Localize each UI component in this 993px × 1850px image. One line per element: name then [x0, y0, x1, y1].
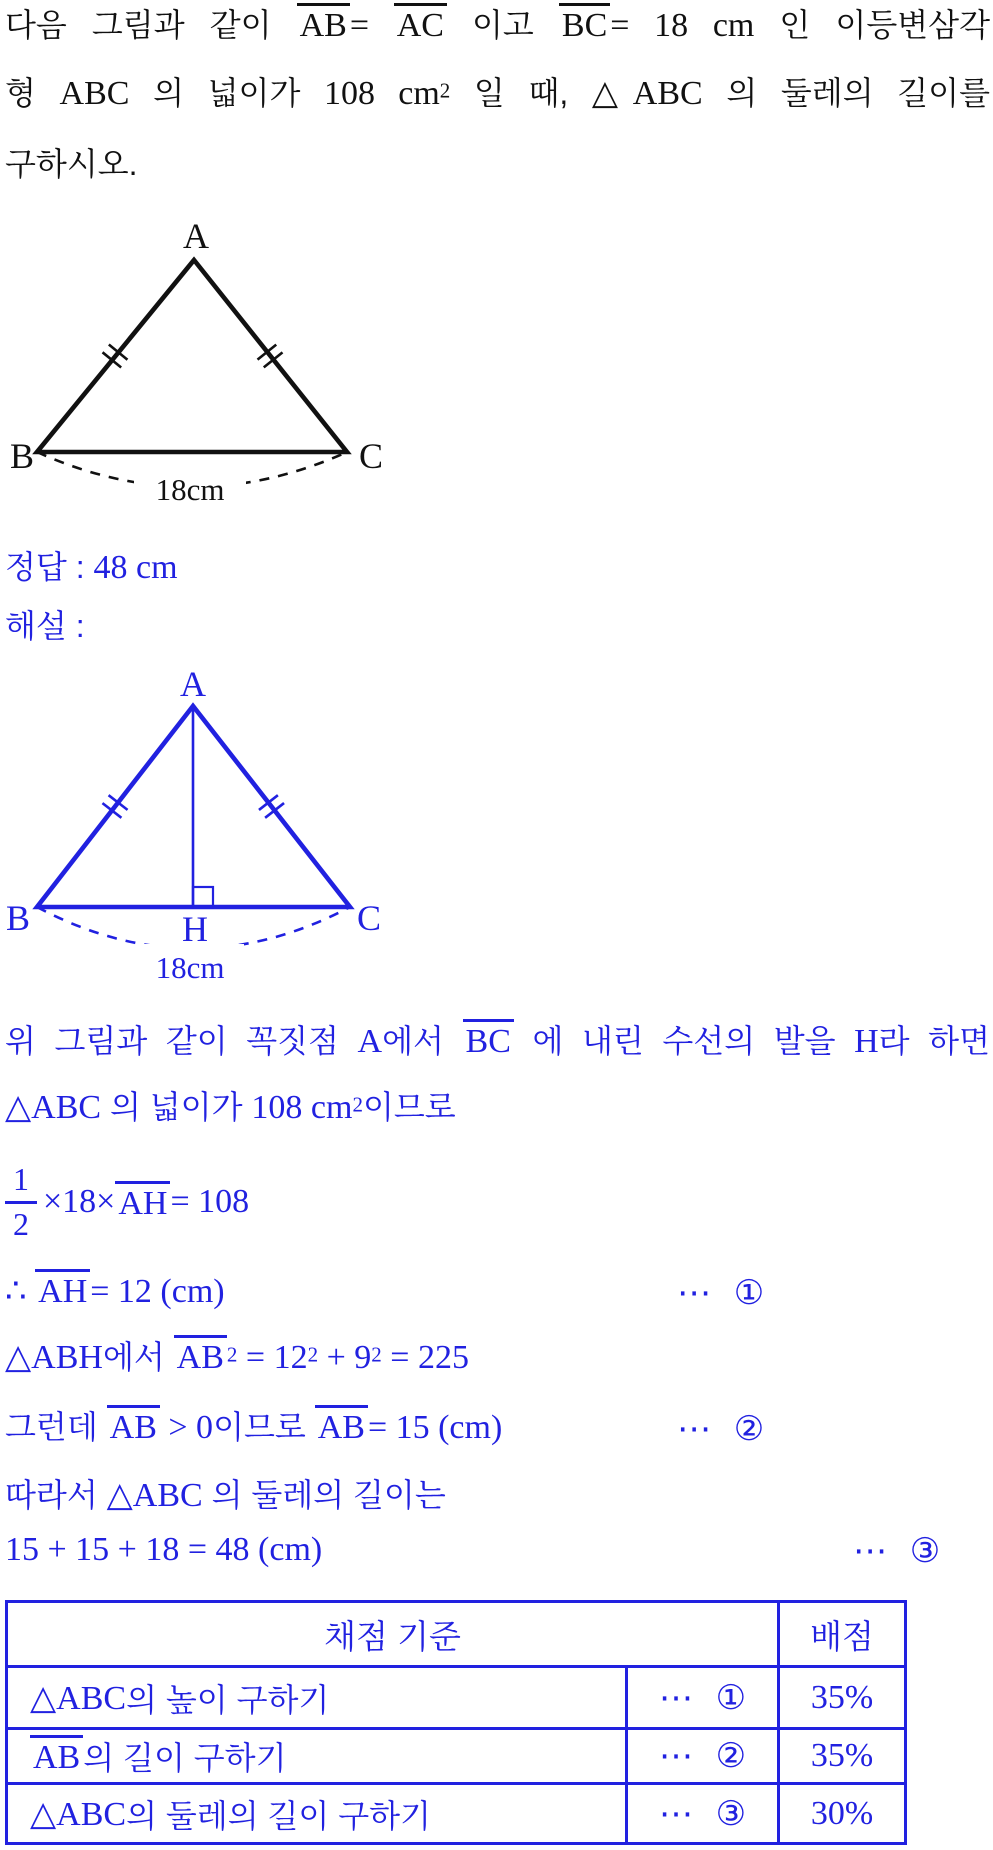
text-segment: 다음 그림과 같이	[5, 7, 297, 43]
solution-line-8	[5, 1526, 990, 1574]
right-angle-mark	[193, 887, 213, 907]
text-segment: 15 + 15 + 18 = 48 (cm)	[5, 1531, 323, 1568]
solution-line-4-content	[5, 1273, 225, 1310]
text-segment: 의 둘레의 길이는	[202, 1477, 446, 1513]
overlined-segment: AC	[394, 3, 447, 45]
text-segment: ABC	[59, 75, 130, 112]
text-segment: 108 cm	[251, 1089, 353, 1126]
table-row-3-marker	[625, 1782, 777, 1842]
solution-line-6-content	[5, 1409, 503, 1446]
solution-line-2	[5, 1084, 456, 1132]
text-segment: 일 때,	[450, 75, 592, 111]
overlined-segment: BC	[463, 1019, 514, 1061]
text-segment: 108 cm	[324, 75, 440, 112]
triangle-outline	[37, 260, 347, 452]
text-segment: △ABH	[5, 1339, 103, 1376]
text-segment: 따라서	[5, 1477, 107, 1513]
solution-figure	[0, 660, 440, 990]
text-segment: = 108	[170, 1183, 250, 1221]
solution-equation-area	[5, 1156, 249, 1248]
text-segment: = 12	[237, 1339, 308, 1376]
text-segment: 해설 :	[5, 608, 85, 644]
fraction: $\frac{1}{2}$	[5, 1162, 37, 1241]
step-marker-3: ⋯ ③	[853, 1531, 941, 1571]
text-segment: 에 내린 수선의 발을	[513, 1023, 855, 1059]
step-marker-1: ⋯ ①	[677, 1273, 765, 1313]
answer-line	[5, 544, 178, 592]
overlined-segment: AH	[115, 1181, 170, 1223]
text-segment: H	[854, 1023, 879, 1060]
text-segment: 이고	[446, 7, 559, 43]
text-segment: △ABC	[30, 1679, 127, 1717]
vertex-a-label: A	[180, 664, 206, 704]
text-segment: 구하시오.	[5, 146, 138, 182]
overlined-segment: AH	[35, 1269, 90, 1311]
table-row-3-criteria	[8, 1782, 625, 1842]
superscript: 2	[439, 78, 451, 103]
solution-line-6	[5, 1404, 990, 1452]
table-row-1-criteria	[8, 1665, 625, 1727]
overlined-segment: AB	[315, 1405, 368, 1447]
vertex-b-label: B	[9, 436, 35, 476]
text-segment: ∴	[5, 1273, 36, 1310]
text-segment: 정답 :	[5, 549, 94, 585]
step-marker-2: ⋯ ②	[677, 1409, 765, 1449]
problem-figure	[0, 210, 420, 510]
superscript: 2	[226, 1342, 238, 1367]
text-segment: △ABC	[5, 1089, 102, 1126]
text-segment: 의 둘레의 길이 구하기	[126, 1797, 431, 1834]
text-segment: △ABC	[106, 1477, 203, 1514]
vertex-b-label: B	[5, 898, 31, 938]
overlined-segment: AB	[297, 3, 350, 45]
text-segment: 의 둘레의 길이를	[702, 75, 990, 111]
text-segment: 라 하면	[878, 1023, 990, 1059]
table-row-1-marker	[625, 1665, 777, 1727]
overlined-segment: AB	[174, 1335, 227, 1377]
text-segment: 의 높이 구하기	[126, 1681, 330, 1718]
vertex-c-label: C	[358, 436, 384, 476]
table-row-2-points: 35%	[777, 1727, 904, 1782]
text-segment: 위 그림과 같이 꼭짓점	[5, 1023, 358, 1059]
base-length-label: 18cm	[155, 950, 225, 985]
solution-line-5	[5, 1334, 469, 1382]
superscript: 2	[371, 1342, 382, 1367]
text-segment: 의 넓이가	[129, 75, 325, 111]
table-row-2-criteria	[8, 1727, 625, 1782]
problem-line-1	[5, 2, 990, 50]
table-header-points: 배점	[777, 1603, 904, 1665]
text-segment: = 15 (cm)	[367, 1409, 503, 1446]
text-segment: =	[349, 7, 394, 44]
solution-line-7	[5, 1472, 446, 1520]
solution-line-1	[5, 1018, 990, 1066]
vertex-a-label: A	[183, 216, 209, 256]
text-segment: 형	[5, 75, 60, 111]
grading-table	[5, 1600, 907, 1845]
text-segment: ×18×	[43, 1183, 116, 1221]
step-marker-1: ⋯ ①	[658, 1677, 747, 1718]
superscript: 2	[352, 1092, 363, 1117]
solution-line-8-content	[5, 1531, 323, 1568]
text-segment: = 225	[381, 1339, 469, 1376]
vertex-c-label: C	[356, 898, 382, 938]
text-segment: 이므로	[213, 1409, 315, 1445]
table-row-2-marker	[625, 1727, 777, 1782]
text-segment: = 12 (cm)	[90, 1273, 225, 1310]
text-segment: 48 cm	[93, 549, 178, 586]
text-segment: > 0	[159, 1409, 214, 1446]
overlined-segment: AB	[107, 1405, 160, 1447]
table-row-3-points: 30%	[777, 1782, 904, 1842]
superscript: 2	[307, 1342, 319, 1367]
table-row-1-points: 35%	[777, 1665, 904, 1727]
table-header-criteria: 채점 기준	[324, 1617, 461, 1655]
overlined-segment: AB	[30, 1735, 83, 1777]
text-segment: + 9	[318, 1339, 372, 1376]
text-segment: 의 길이 구하기	[83, 1740, 287, 1776]
text-segment: A	[357, 1023, 383, 1060]
problem-line-3	[5, 142, 138, 187]
text-segment: 에서	[102, 1339, 174, 1375]
text-segment: △ABC	[591, 75, 703, 112]
base-length-label: 18cm	[155, 472, 225, 507]
text-segment: = 18 cm	[610, 7, 755, 44]
text-segment: △ABC	[30, 1795, 127, 1833]
text-segment: 의 넓이가	[101, 1089, 252, 1125]
text-segment: 그런데	[5, 1409, 107, 1445]
problem-line-2	[5, 70, 990, 118]
text-segment: 인 이등변삼각	[754, 7, 990, 43]
foot-h-label: H	[182, 909, 208, 949]
text-segment: 에서	[382, 1023, 463, 1059]
step-marker-2: ⋯ ②	[658, 1736, 747, 1776]
text-segment: 이므로	[362, 1089, 456, 1125]
overlined-segment: BC	[559, 3, 610, 45]
explanation-label	[5, 604, 85, 649]
solution-line-4	[5, 1268, 990, 1316]
step-marker-3: ⋯ ③	[658, 1793, 747, 1834]
